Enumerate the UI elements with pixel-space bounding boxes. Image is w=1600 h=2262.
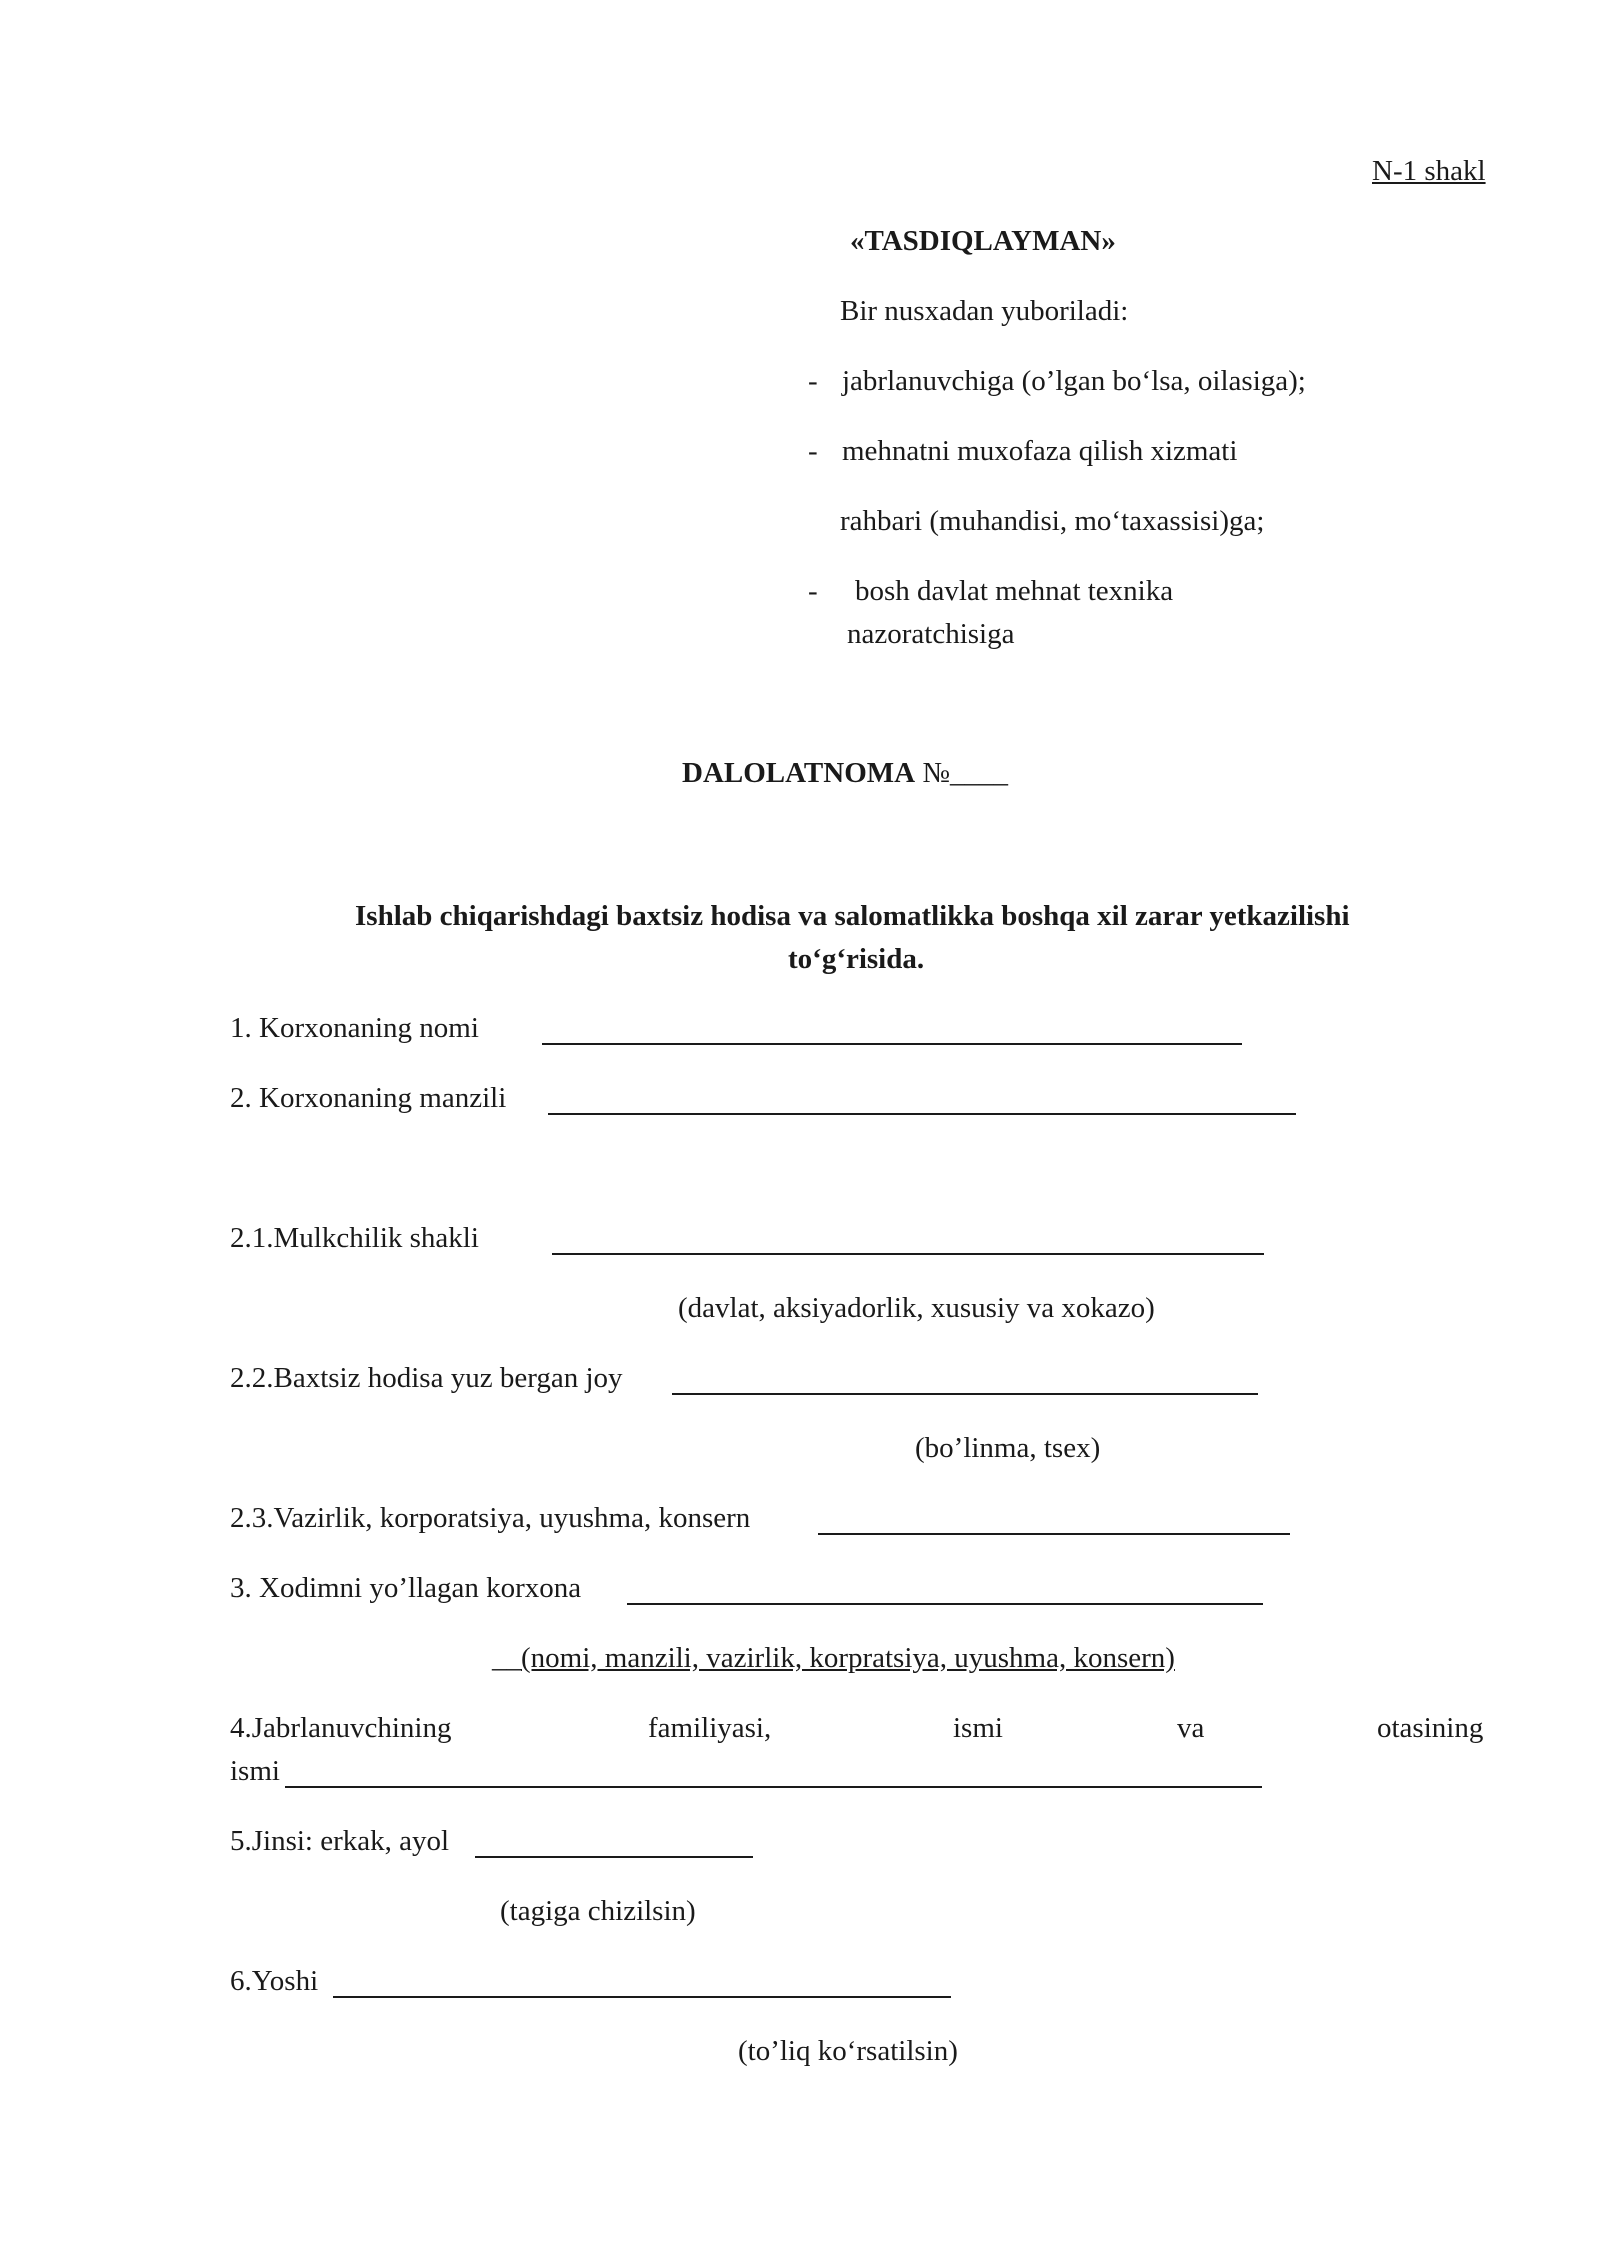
field-line-ministry[interactable] bbox=[818, 1533, 1290, 1535]
field-line-ownership[interactable] bbox=[552, 1253, 1264, 1255]
field-hint-gender: (tagiga chizilsin) bbox=[500, 1895, 696, 1927]
field-label-enterprise-address: 2. Korxonaning manzili bbox=[230, 1082, 507, 1114]
recipient-3-line1: bosh davlat mehnat texnika bbox=[855, 575, 1174, 607]
field-line-victim-name[interactable] bbox=[285, 1786, 1262, 1788]
field-label-sending-enterprise: 3. Xodimni yo’llagan korxona bbox=[230, 1572, 582, 1604]
field-hint-sending-enterprise-row bbox=[492, 1642, 1175, 1675]
document-subtitle-line1: Ishlab chiqarishdagi baxtsiz hodisa va salomatlikka boshqa xil zarar yetkazilishi bbox=[355, 900, 1350, 932]
field-label-ownership: 2.1.Mulkchilik shakli bbox=[230, 1222, 479, 1254]
field-line-gender[interactable] bbox=[475, 1856, 753, 1858]
recipient-3-line2: nazoratchisiga bbox=[847, 618, 1015, 650]
field-label-victim-name-w5: otasining bbox=[1377, 1712, 1484, 1744]
field-label-enterprise-name: 1. Korxonaning nomi bbox=[230, 1012, 479, 1044]
recipient-1: jabrlanuvchiga (o’lgan bo‘lsa, oilasiga); bbox=[842, 365, 1306, 397]
field-label-accident-place: 2.2.Baxtsiz hodisa yuz bergan joy bbox=[230, 1362, 623, 1394]
field-hint-sending-enterprise: (nomi, manzili, vazirlik, korpratsiya, uyushma, konsern) bbox=[521, 1642, 1175, 1674]
field-label-victim-name-w1: 4.Jabrlanuvchining bbox=[230, 1712, 452, 1744]
document-title-row bbox=[682, 757, 1008, 790]
field-hint-ownership: (davlat, aksiyadorlik, xususiy va xokazo) bbox=[678, 1292, 1155, 1324]
field-hint-accident-place: (bo’linma, tsex) bbox=[915, 1432, 1101, 1464]
field-label-gender: 5.Jinsi: erkak, ayol bbox=[230, 1825, 450, 1857]
approval-intro: Bir nusxadan yuboriladi: bbox=[840, 295, 1129, 327]
field-line-age[interactable] bbox=[333, 1996, 951, 1998]
field-hint-lead-underscore: __ bbox=[492, 1642, 521, 1674]
field-label-victim-name-w2: familiyasi, bbox=[648, 1712, 772, 1744]
document-subtitle-line2: to‘g‘risida. bbox=[788, 943, 925, 975]
document-title: DALOLATNOMA bbox=[682, 757, 916, 789]
bullet-dash-1: - bbox=[808, 365, 818, 397]
field-label-victim-name-w3: ismi bbox=[953, 1712, 1003, 1744]
field-label-victim-name-line2: ismi bbox=[230, 1755, 280, 1787]
field-line-accident-place[interactable] bbox=[672, 1393, 1258, 1395]
field-line-sending-enterprise[interactable] bbox=[627, 1603, 1263, 1605]
form-code: N-1 shakl bbox=[1372, 155, 1486, 187]
field-line-enterprise-address[interactable] bbox=[548, 1113, 1296, 1115]
recipient-2-line1: mehnatni muxofaza qilish xizmati bbox=[842, 435, 1238, 467]
field-label-age: 6.Yoshi bbox=[230, 1965, 319, 1997]
approval-title: «TASDIQLAYMAN» bbox=[850, 225, 1116, 257]
field-line-enterprise-name[interactable] bbox=[542, 1043, 1242, 1045]
recipient-2-line2: rahbari (muhandisi, mo‘taxassisi)ga; bbox=[840, 505, 1265, 537]
document-number: №____ bbox=[922, 757, 1008, 789]
bullet-dash-3: - bbox=[808, 575, 818, 607]
field-label-ministry: 2.3.Vazirlik, korporatsiya, uyushma, konsern bbox=[230, 1502, 751, 1534]
field-hint-age: (to’liq ko‘rsatilsin) bbox=[738, 2035, 958, 2067]
field-label-victim-name-w4: va bbox=[1177, 1712, 1205, 1744]
bullet-dash-2: - bbox=[808, 435, 818, 467]
